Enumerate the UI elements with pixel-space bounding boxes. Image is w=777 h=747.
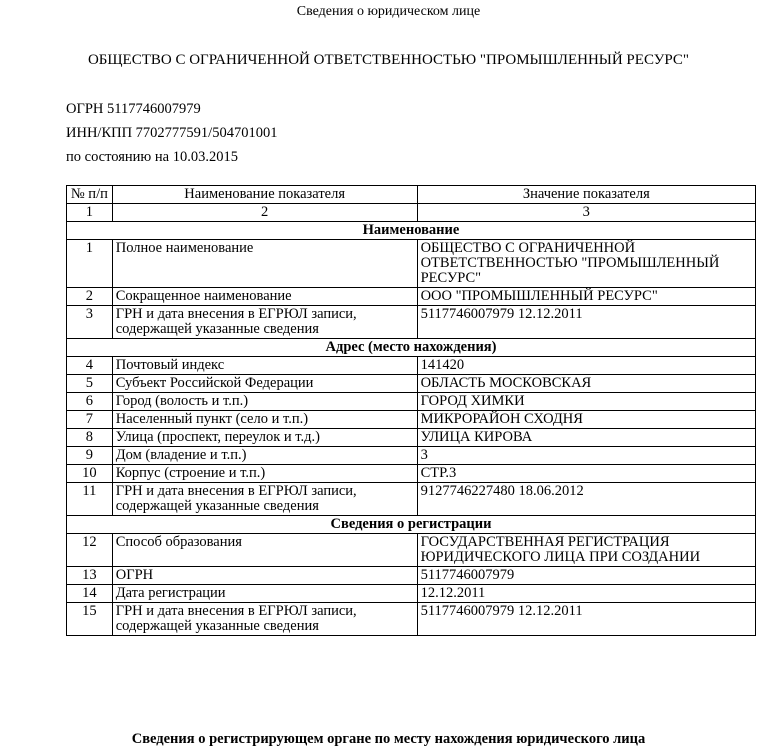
registry-extract-table	[66, 185, 756, 636]
page-heading: Сведения о юридическом лице	[296, 4, 481, 19]
indicator-name: Дата регистрации	[112, 585, 417, 603]
indicator-name: Корпус (строение и т.п.)	[112, 465, 417, 483]
column-number-2: 2	[112, 204, 417, 222]
organization-title: ОБЩЕСТВО С ОГРАНИЧЕННОЙ ОТВЕТСТВЕННОСТЬЮ "ПРОМЫШЛЕННЫЙ РЕСУРС"	[87, 52, 690, 68]
indicator-value: МИКРОРАЙОН СХОДНЯ	[417, 411, 755, 429]
indicator-value: 5117746007979 12.12.2011	[417, 306, 755, 339]
column-number-3: 3	[417, 204, 755, 222]
table-row	[67, 429, 756, 447]
table-body	[67, 186, 756, 636]
row-number: 8	[67, 429, 113, 447]
section-title: Сведения о регистрации	[67, 516, 756, 534]
table-row	[67, 534, 756, 567]
indicator-value: 12.12.2011	[417, 585, 755, 603]
indicator-name: Улица (проспект, переулок и т.д.)	[112, 429, 417, 447]
indicator-name: Дом (владение и т.п.)	[112, 447, 417, 465]
table-row	[67, 357, 756, 375]
table-row	[67, 567, 756, 585]
row-number: 12	[67, 534, 113, 567]
row-number: 13	[67, 567, 113, 585]
section-header-row	[67, 222, 756, 240]
section-header-row	[67, 516, 756, 534]
table-row	[67, 393, 756, 411]
indicator-name: Способ образования	[112, 534, 417, 567]
table-row	[67, 288, 756, 306]
table-row	[67, 483, 756, 516]
row-number: 2	[67, 288, 113, 306]
row-number: 9	[67, 447, 113, 465]
indicator-value: УЛИЦА КИРОВА	[417, 429, 755, 447]
row-number: 6	[67, 393, 113, 411]
indicator-name: ГРН и дата внесения в ЕГРЮЛ записи, содержащей указанные сведения	[112, 603, 417, 636]
indicator-name: Почтовый индекс	[112, 357, 417, 375]
row-number: 14	[67, 585, 113, 603]
column-number-row	[67, 204, 756, 222]
column-header-number: № п/п	[67, 186, 113, 204]
indicator-value: ГОРОД ХИМКИ	[417, 393, 755, 411]
indicator-value: ОБЩЕСТВО С ОГРАНИЧЕННОЙ ОТВЕТСТВЕННОСТЬЮ "ПРОМЫШЛЕННЫЙ РЕСУРС"	[417, 240, 755, 288]
indicator-name: Субъект Российской Федерации	[112, 375, 417, 393]
indicator-name: ГРН и дата внесения в ЕГРЮЛ записи, содержащей указанные сведения	[112, 483, 417, 516]
table-row	[67, 306, 756, 339]
indicator-value: 5117746007979 12.12.2011	[417, 603, 755, 636]
as-of-date-line: по состоянию на 10.03.2015	[66, 149, 238, 165]
indicator-value: 9127746227480 18.06.2012	[417, 483, 755, 516]
row-number: 11	[67, 483, 113, 516]
row-number: 15	[67, 603, 113, 636]
table-row	[67, 465, 756, 483]
table-row	[67, 240, 756, 288]
indicator-value: ООО "ПРОМЫШЛЕННЫЙ РЕСУРС"	[417, 288, 755, 306]
section-title: Наименование	[67, 222, 756, 240]
indicator-name: Город (волость и т.п.)	[112, 393, 417, 411]
next-section-title: Сведения о регистрирующем органе по месту нахождения юридического лица	[131, 731, 646, 747]
table-header-row	[67, 186, 756, 204]
indicator-name: Полное наименование	[112, 240, 417, 288]
indicator-value: ГОСУДАРСТВЕННАЯ РЕГИСТРАЦИЯ ЮРИДИЧЕСКОГО ЛИЦА ПРИ СОЗДАНИИ	[417, 534, 755, 567]
indicator-value: 141420	[417, 357, 755, 375]
indicator-value: ОБЛАСТЬ МОСКОВСКАЯ	[417, 375, 755, 393]
column-header-indicator: Наименование показателя	[112, 186, 417, 204]
column-header-value: Значение показателя	[417, 186, 755, 204]
ogrn-line: ОГРН 5117746007979	[66, 101, 201, 117]
row-number: 7	[67, 411, 113, 429]
table-row	[67, 375, 756, 393]
row-number: 3	[67, 306, 113, 339]
indicator-name: Сокращенное наименование	[112, 288, 417, 306]
row-number: 10	[67, 465, 113, 483]
row-number: 1	[67, 240, 113, 288]
indicator-value: СТР.3	[417, 465, 755, 483]
table-row	[67, 585, 756, 603]
indicator-name: ГРН и дата внесения в ЕГРЮЛ записи, содержащей указанные сведения	[112, 306, 417, 339]
indicator-name: Населенный пункт (село и т.п.)	[112, 411, 417, 429]
table-row	[67, 603, 756, 636]
row-number: 5	[67, 375, 113, 393]
row-number: 4	[67, 357, 113, 375]
inn-kpp-line: ИНН/КПП 7702777591/504701001	[66, 125, 278, 141]
indicator-value: 3	[417, 447, 755, 465]
section-title: Адрес (место нахождения)	[67, 339, 756, 357]
section-header-row	[67, 339, 756, 357]
table-row	[67, 447, 756, 465]
table-row	[67, 411, 756, 429]
indicator-name: ОГРН	[112, 567, 417, 585]
column-number-1: 1	[67, 204, 113, 222]
indicator-value: 5117746007979	[417, 567, 755, 585]
